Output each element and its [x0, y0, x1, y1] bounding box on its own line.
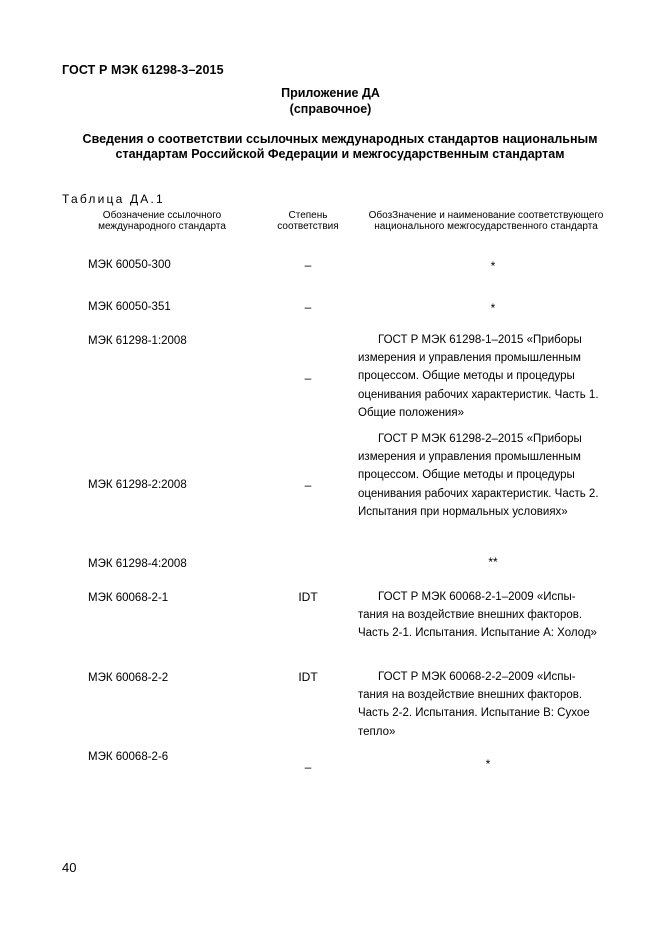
annex-title: Приложение ДА — [281, 86, 380, 100]
table-label: Таблица ДА.1 — [62, 192, 165, 206]
annex-kind: (справочное) — [289, 102, 372, 116]
degree-value: – — [304, 760, 312, 774]
national-standard: * — [485, 757, 491, 771]
document-code: ГОСТ Р МЭК 61298-3–2015 — [62, 63, 224, 77]
national-standard: ГОСТ Р МЭК 61298-2–2015 «Приборы измерения и управления промышленным процессом. Общие методы и процедуры оценивания рабочих характеристик. Часть 2. Испытания при нормальных условиях» — [358, 433, 599, 518]
degree-value: – — [304, 300, 312, 314]
reference-code: МЭК 60050-300 — [88, 259, 171, 271]
header-reference-standard: Обозначение ссылочного международного стандарта — [98, 210, 226, 232]
reference-code: МЭК 61298-2:2008 — [88, 479, 187, 491]
degree-value: – — [304, 371, 312, 385]
header-national-standard: ОбозЗначение и наименование соответствующего национального межгосударственного стандарта — [368, 210, 604, 232]
national-standard: ГОСТ Р МЭК 61298-1–2015 «Приборы измерения и управления промышленным процессом. Общие методы и процедуры оценивания рабочих характеристик. Часть 1. Общие положения» — [358, 334, 599, 419]
national-standard: * — [490, 301, 496, 315]
reference-code: МЭК 61298-4:2008 — [88, 558, 187, 570]
reference-code: МЭК 60068-2-2 — [88, 672, 169, 684]
degree-value: – — [304, 478, 312, 492]
degree-value: – — [304, 258, 312, 272]
national-standard: ** — [488, 555, 498, 569]
reference-code: МЭК 60050-351 — [88, 301, 171, 313]
reference-code: МЭК 60068-2-6 — [88, 751, 169, 763]
section-title: Сведения о соответствии ссылочных международных стандартов национальным стандартам Российской Федерации и межгосударственным стандартам — [82, 132, 598, 161]
national-standard: * — [490, 259, 496, 273]
header-degree: Степень соответствия — [277, 210, 339, 232]
reference-code: МЭК 60068-2-1 — [88, 592, 169, 604]
national-standard: ГОСТ Р МЭК 60068-2-2–2009 «Испы-тания на воздействие внешних факторов. Часть 2-2. Испытания. Испытание В: Сухое тепло» — [358, 671, 590, 738]
page-number: 40 — [62, 860, 77, 875]
degree-value: IDT — [298, 670, 318, 684]
national-standard: ГОСТ Р МЭК 60068-2-1–2009 «Испы-тания на воздействие внешних факторов. Часть 2-1. Испытания. Испытание А: Холод» — [358, 591, 597, 640]
degree-value: IDT — [298, 590, 318, 604]
reference-code: МЭК 61298-1:2008 — [88, 335, 187, 347]
